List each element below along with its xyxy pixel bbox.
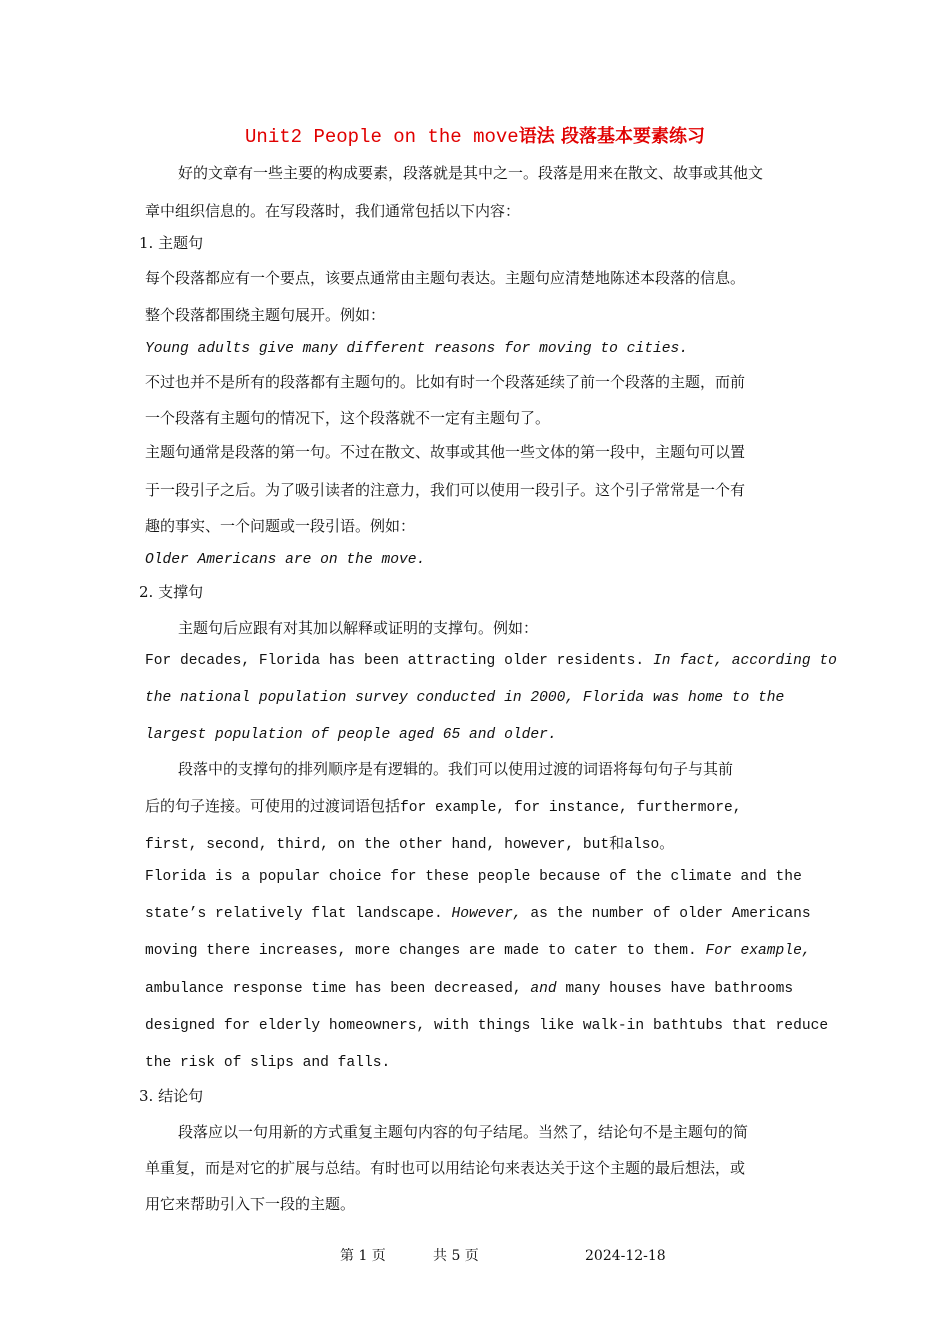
s1-para-line: 主题句通常是段落的第一句。不过在散文、故事或其他一些文体的第一段中，主题句可以置 — [145, 443, 746, 461]
footer-date: 2024-12-18 — [585, 1248, 666, 1264]
transition-words: first, second, third, on the other hand, however, but — [145, 837, 610, 853]
example-text: state’s relatively flat landscape. — [145, 906, 452, 922]
s2-para-line — [145, 833, 674, 855]
title-english: Unit2 People on the move — [245, 126, 519, 148]
example-text: many houses have bathrooms — [556, 981, 794, 997]
example-text: For decades, Florida has been attracting older residents. — [145, 653, 653, 669]
intro-line-2: 章中组织信息的。在写段落时，我们通常包括以下内容： — [145, 202, 521, 220]
s1-para-line: 整个段落都围绕主题句展开。例如： — [145, 306, 386, 324]
example-paragraph-line — [145, 941, 811, 961]
example-supporting-line — [145, 651, 837, 671]
example-paragraph-line — [145, 904, 811, 924]
transition-words: also。 — [624, 837, 674, 853]
example-paragraph-line: the risk of slips and falls. — [145, 1055, 391, 1071]
page-title — [0, 124, 950, 150]
example-text-italic: However, — [451, 906, 522, 922]
title-chinese: 语法 段落基本要素练习 — [518, 126, 705, 147]
example-supporting-line: the national population survey conducted in 2000, Florida was home to the — [145, 690, 785, 706]
s1-para-line: 一个段落有主题句的情况下，这个段落就不一定有主题句了。 — [145, 409, 551, 427]
example-text: ambulance response time has been decreased, — [145, 981, 531, 997]
section-1-heading: 1. 主题句 — [139, 234, 204, 252]
section-3-heading: 3. 结论句 — [139, 1087, 204, 1105]
s2-para-line: 段落中的支撑句的排列顺序是有逻辑的。我们可以使用过渡的词语将每句句子与其前 — [178, 760, 734, 778]
example-paragraph-line: Florida is a popular choice for these people because of the climate and the — [145, 869, 802, 885]
s3-para-line: 单重复，而是对它的扩展与总结。有时也可以用结论句来表达关于这个主题的最后想法，或 — [145, 1159, 746, 1177]
example-text: moving there increases, more changes are made to cater to them. — [145, 943, 706, 959]
s1-para-line: 每个段落都应有一个要点，该要点通常由主题句表达。主题句应清楚地陈述本段落的信息。 — [145, 269, 746, 287]
page-total: 共 5 页 — [433, 1248, 479, 1264]
example-paragraph-line: designed for elderly homeowners, with things like walk-in bathtubs that reduce — [145, 1018, 829, 1034]
example-supporting-line: largest population of people aged 65 and older. — [145, 727, 557, 743]
s1-para-line: 趣的事实、一个问题或一段引语。例如： — [145, 517, 416, 535]
s2-para-line: 主题句后应跟有对其加以解释或证明的支撑句。例如： — [178, 619, 539, 637]
para-text: 和 — [609, 834, 625, 852]
example-hook: Older Americans are on the move. — [145, 552, 426, 568]
s2-para-line — [145, 796, 742, 818]
intro-line-1: 好的文章有一些主要的构成要素，段落就是其中之一。段落是用来在散文、故事或其他文 — [178, 164, 764, 182]
para-text: 后的句子连接。可使用的过渡词语包括 — [145, 797, 401, 815]
transition-words: for example, for instance, furthermore, — [400, 800, 742, 816]
example-text-italic: In fact, according to — [652, 653, 837, 669]
s1-para-line: 于一段引子之后。为了吸引读者的注意力，我们可以使用一段引子。这个引子常常是一个有 — [145, 481, 746, 499]
s1-para-line: 不过也并不是所有的段落都有主题句的。比如有时一个段落延续了前一个段落的主题，而前 — [145, 373, 746, 391]
page-number: 第 1 页 — [340, 1248, 386, 1264]
example-text-italic: and — [530, 981, 557, 997]
example-text: as the number of older Americans — [521, 906, 811, 922]
s3-para-line: 段落应以一句用新的方式重复主题句内容的句子结尾。当然了，结论句不是主题句的简 — [178, 1123, 749, 1141]
s3-para-line: 用它来帮助引入下一段的主题。 — [145, 1195, 356, 1213]
example-paragraph-line — [145, 979, 793, 999]
section-2-heading: 2. 支撑句 — [139, 583, 204, 601]
example-text-italic: For example, — [705, 943, 811, 959]
example-topic-sentence: Young adults give many different reasons for moving to cities. — [145, 341, 688, 357]
